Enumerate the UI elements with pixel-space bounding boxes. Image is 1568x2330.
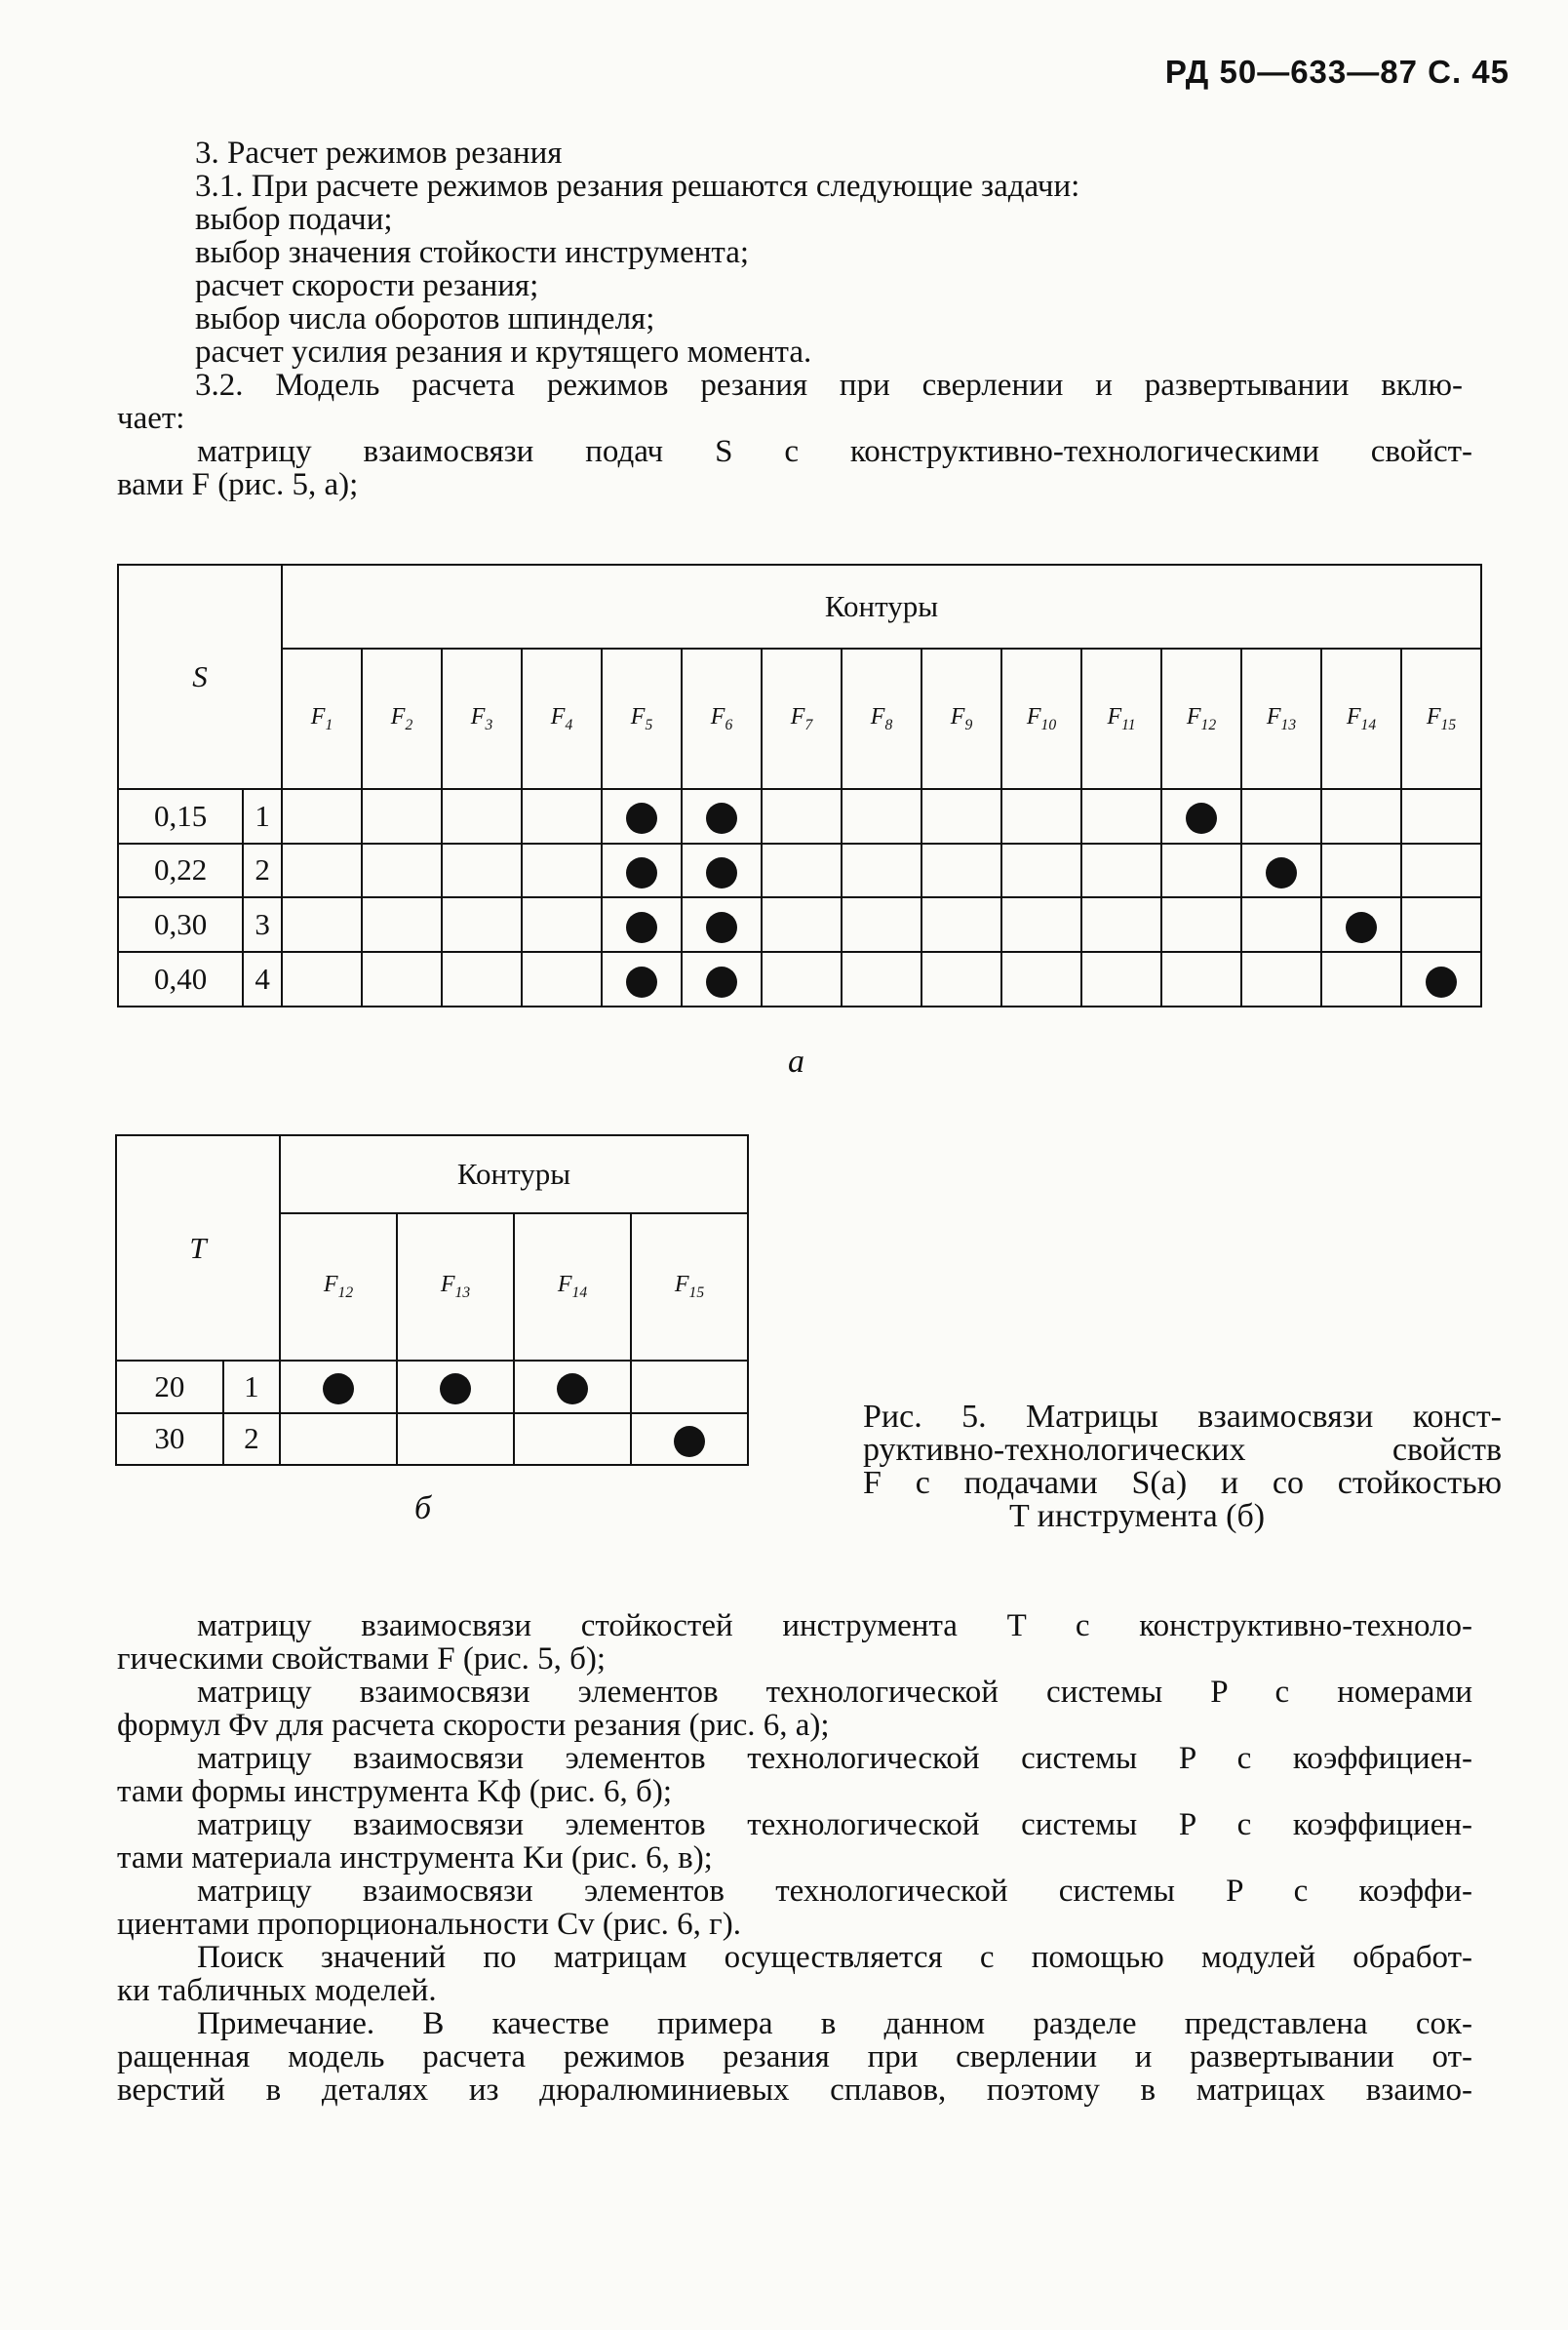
matrix-cell	[921, 952, 1001, 1007]
matrix-cell	[1321, 952, 1401, 1007]
matrix-cell	[1081, 844, 1161, 898]
text-line: тами формы инструмента Kф (рис. 6, б);	[117, 1774, 672, 1809]
text-line: ки табличных моделей.	[117, 1973, 437, 2008]
matrix-cell	[1241, 844, 1321, 898]
dot-marker	[706, 803, 737, 834]
column-header-f13: $F_{13}$	[397, 1213, 514, 1361]
matrix-cell	[762, 952, 842, 1007]
caption-line: F с подачами S(а) и со стойкостью	[863, 1465, 1502, 1501]
row-header-t: T	[116, 1135, 280, 1361]
text-line: Поиск значений по матрицам осуществляется с помощью модулей обработ-	[197, 1940, 1472, 1975]
matrix-cell	[282, 952, 362, 1007]
text-line: гическими свойствами F (рис. 5, б);	[117, 1641, 607, 1677]
matrix-cell	[397, 1361, 514, 1412]
dot-marker	[706, 967, 737, 998]
matrix-cell	[1241, 952, 1321, 1007]
matrix-cell	[682, 952, 762, 1007]
matrix-cell	[1401, 897, 1481, 952]
dot-marker	[626, 967, 657, 998]
matrix-cell	[762, 844, 842, 898]
matrix-cell	[442, 952, 522, 1007]
matrix-cell	[522, 844, 602, 898]
dot-marker	[1266, 857, 1297, 889]
matrix-cell	[1241, 789, 1321, 844]
matrix-cell	[522, 952, 602, 1007]
matrix-cell	[631, 1413, 748, 1465]
matrix-cell	[842, 952, 921, 1007]
note-line: Примечание. В качестве примера в данном разделе представлена сок-	[197, 2006, 1472, 2041]
note-line: ращенная модель расчета режимов резания при сверлении и развертывании от-	[117, 2039, 1472, 2074]
dot-marker	[1186, 803, 1217, 834]
dot-marker	[706, 912, 737, 943]
group-header: Контуры	[280, 1135, 748, 1213]
matrix-cell	[1081, 897, 1161, 952]
row-value: 0,15	[118, 789, 243, 844]
matrix-cell	[682, 897, 762, 952]
matrix-cell	[397, 1413, 514, 1465]
row-value: 30	[116, 1413, 223, 1465]
matrix-cell	[1321, 897, 1401, 952]
matrix-table-b	[115, 1134, 749, 1466]
group-header: Контуры	[282, 565, 1481, 649]
table-row	[118, 789, 1481, 844]
row-value: 20	[116, 1361, 223, 1412]
page-header: РД 50—633—87 С. 45	[1164, 54, 1509, 90]
text-line: 3.1. При расчете режимов резания решаются следующие задачи:	[195, 169, 1080, 204]
row-value: 0,40	[118, 952, 243, 1007]
column-header-f14: $F_{14}$	[514, 1213, 631, 1361]
matrix-cell	[602, 952, 682, 1007]
column-header-f12: $F_{12}$	[280, 1213, 397, 1361]
matrix-cell	[602, 897, 682, 952]
matrix-cell	[1401, 844, 1481, 898]
matrix-cell	[762, 897, 842, 952]
dot-marker	[626, 803, 657, 834]
matrix-cell	[602, 789, 682, 844]
text-line: 3.2. Модель расчета режимов резания при сверлении и развертывании вклю-	[195, 368, 1463, 403]
text-line: чает:	[117, 401, 185, 436]
text-line: выбор числа оборотов шпинделя;	[195, 301, 655, 336]
matrix-cell	[522, 789, 602, 844]
table-row	[118, 897, 1481, 952]
matrix-cell	[280, 1413, 397, 1465]
matrix-cell	[682, 789, 762, 844]
matrix-cell	[362, 844, 442, 898]
body-text	[117, 1609, 1472, 2107]
matrix-cell	[514, 1361, 631, 1412]
column-header-f7: $F_7$	[762, 649, 842, 789]
column-header-f4: $F_4$	[522, 649, 602, 789]
matrix-cell	[842, 789, 921, 844]
matrix-cell	[282, 844, 362, 898]
column-header-f15: $F_{15}$	[1401, 649, 1481, 789]
caption-line: руктивно-технологических свойств	[863, 1432, 1502, 1468]
matrix-cell	[522, 897, 602, 952]
column-header-f10: $F_{10}$	[1001, 649, 1081, 789]
dot-marker	[674, 1426, 705, 1457]
text-line: матрицу взаимосвязи элементов технологической системы P с номерами	[197, 1675, 1472, 1710]
text-line: матрицу взаимосвязи элементов технологической системы P с коэффициен-	[197, 1807, 1472, 1842]
matrix-cell	[362, 952, 442, 1007]
matrix-cell	[602, 844, 682, 898]
dot-marker	[626, 857, 657, 889]
matrix-cell	[1001, 952, 1081, 1007]
matrix-cell	[1161, 844, 1241, 898]
matrix-cell	[282, 789, 362, 844]
column-header-f1: $F_1$	[282, 649, 362, 789]
table-row	[116, 1361, 748, 1412]
row-index: 1	[223, 1361, 280, 1412]
text-line: выбор значения стойкости инструмента;	[195, 235, 750, 270]
text-continued	[117, 402, 1472, 501]
column-header-f3: $F_3$	[442, 649, 522, 789]
column-headers	[118, 649, 1481, 789]
matrix-cell	[1081, 789, 1161, 844]
matrix-cell	[514, 1413, 631, 1465]
matrix-cell	[921, 844, 1001, 898]
matrix-cell	[1321, 789, 1401, 844]
dot-marker	[323, 1373, 354, 1404]
text-line: матрицу взаимосвязи элементов технологической системы P с коэффициен-	[197, 1741, 1472, 1776]
section-title: 3. Расчет режимов резания	[195, 136, 563, 171]
table-row	[116, 1413, 748, 1465]
row-index: 3	[243, 897, 282, 952]
column-header-f14: $F_{14}$	[1321, 649, 1401, 789]
label-b: б	[414, 1490, 432, 1526]
dot-marker	[1346, 912, 1377, 943]
column-header-f9: $F_9$	[921, 649, 1001, 789]
matrix-cell	[1321, 844, 1401, 898]
text-line: расчет усилия резания и крутящего момента.	[195, 335, 812, 370]
matrix-cell	[1161, 897, 1241, 952]
matrix-cell	[631, 1361, 748, 1412]
matrix-cell	[442, 897, 522, 952]
row-value: 0,30	[118, 897, 243, 952]
matrix-cell	[1401, 952, 1481, 1007]
matrix-table-a	[117, 564, 1482, 1007]
dot-marker	[557, 1373, 588, 1404]
matrix-cell	[1081, 952, 1161, 1007]
row-header-s: S	[118, 565, 282, 789]
text-line: матрицу взаимосвязи элементов технологической системы P с коэффи-	[197, 1874, 1472, 1909]
column-header-f6: $F_6$	[682, 649, 762, 789]
column-header-f15: $F_{15}$	[631, 1213, 748, 1361]
matrix-cell	[1001, 897, 1081, 952]
matrix-cell	[921, 789, 1001, 844]
top-text	[195, 137, 1463, 402]
column-header-f5: $F_5$	[602, 649, 682, 789]
matrix-cell	[1401, 789, 1481, 844]
matrix-cell	[362, 789, 442, 844]
text-line: циентами пропорциональности Cv (рис. 6, г).	[117, 1907, 741, 1942]
caption-line: T инструмента (б)	[1009, 1498, 1266, 1534]
table-row	[118, 844, 1481, 898]
text-line: расчет скорости резания;	[195, 268, 539, 303]
note-line: верстий в деталях из дюралюминиевых сплавов, поэтому в матрицах взаимо-	[117, 2073, 1472, 2108]
row-index: 2	[243, 844, 282, 898]
caption-line: Рис. 5. Матрицы взаимосвязи конст-	[863, 1399, 1502, 1435]
dot-marker	[706, 857, 737, 889]
text-line: формул Φv для расчета скорости резания (рис. 6, а);	[117, 1708, 830, 1743]
text-line: выбор подачи;	[195, 202, 393, 237]
dot-marker	[440, 1373, 471, 1404]
column-header-f11: $F_{11}$	[1081, 649, 1161, 789]
dot-marker	[1426, 967, 1457, 998]
figure-caption	[863, 1401, 1502, 1533]
dot-marker	[626, 912, 657, 943]
matrix-cell	[1161, 789, 1241, 844]
text-line: тами материала инструмента Kи (рис. 6, в);	[117, 1840, 713, 1876]
matrix-cell	[842, 844, 921, 898]
text-line: вами F (рис. 5, а);	[117, 467, 359, 502]
column-header-f2: $F_2$	[362, 649, 442, 789]
matrix-cell	[842, 897, 921, 952]
label-a: а	[788, 1044, 804, 1080]
matrix-cell	[682, 844, 762, 898]
matrix-cell	[1241, 897, 1321, 952]
row-value: 0,22	[118, 844, 243, 898]
matrix-cell	[280, 1361, 397, 1412]
matrix-cell	[1001, 789, 1081, 844]
text-line: матрицу взаимосвязи стойкостей инструмента T с конструктивно-техноло-	[197, 1608, 1472, 1643]
row-index: 1	[243, 789, 282, 844]
matrix-cell	[921, 897, 1001, 952]
matrix-cell	[442, 789, 522, 844]
column-header-f8: $F_8$	[842, 649, 921, 789]
text-line: матрицу взаимосвязи подач S с конструктивно-технологическими свойст-	[197, 434, 1472, 469]
table-row	[118, 952, 1481, 1007]
matrix-cell	[282, 897, 362, 952]
matrix-cell	[362, 897, 442, 952]
matrix-cell	[762, 789, 842, 844]
matrix-cell	[442, 844, 522, 898]
column-header-f13: $F_{13}$	[1241, 649, 1321, 789]
row-index: 4	[243, 952, 282, 1007]
matrix-cell	[1001, 844, 1081, 898]
row-index: 2	[223, 1413, 280, 1465]
column-header-f12: $F_{12}$	[1161, 649, 1241, 789]
matrix-cell	[1161, 952, 1241, 1007]
